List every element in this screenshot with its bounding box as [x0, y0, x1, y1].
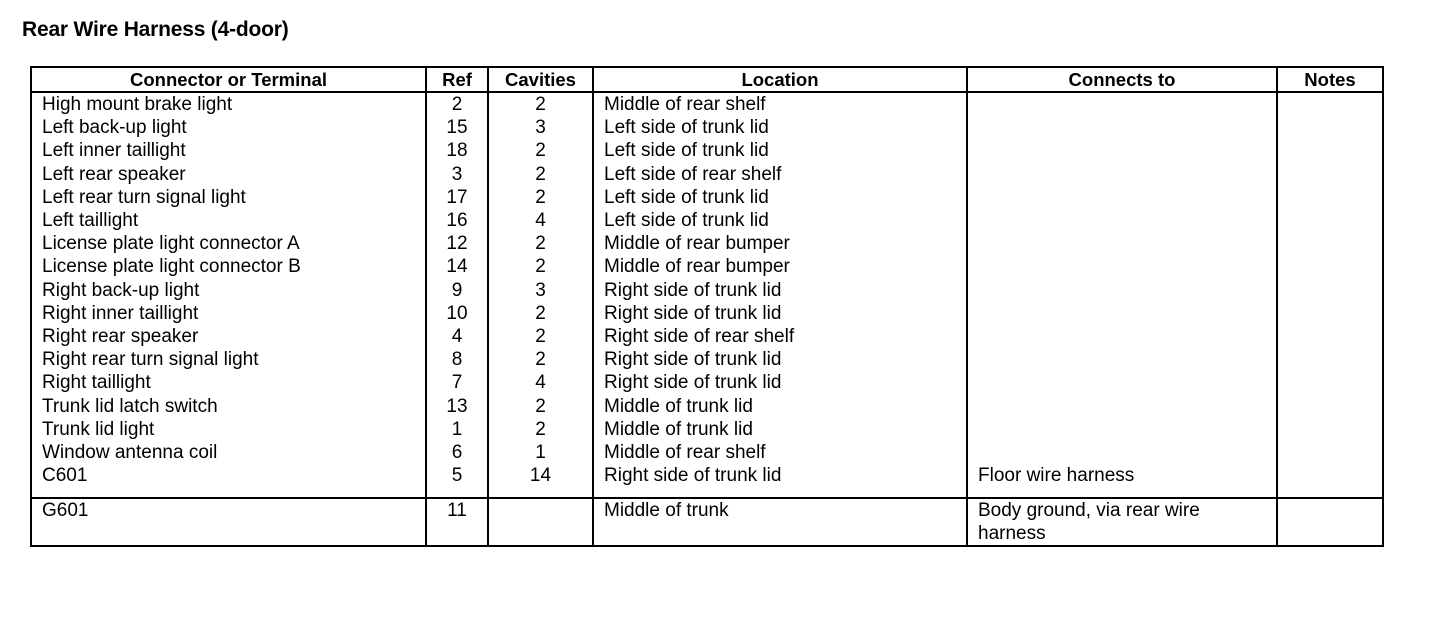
table-row	[31, 232, 1383, 255]
connects-to-cell	[967, 92, 1277, 116]
ref-cell: 10	[426, 302, 488, 325]
ref-cell: 1	[426, 418, 488, 441]
connector-cell: Right rear turn signal light	[42, 349, 259, 371]
page-title: Rear Wire Harness (4-door)	[22, 18, 289, 41]
connects-to-cell	[967, 209, 1277, 232]
cavities-cell: 2	[488, 348, 593, 371]
table-row	[31, 302, 1383, 325]
ref-cell: 12	[426, 232, 488, 255]
harness-table	[30, 66, 1384, 547]
connector-cell: Left taillight	[42, 210, 139, 232]
column-header-location: Location	[593, 67, 967, 92]
cavities-cell: 2	[488, 255, 593, 278]
table-row	[31, 418, 1383, 441]
column-header-notes: Notes	[1277, 67, 1383, 92]
table-row	[31, 186, 1383, 209]
ground-row	[31, 498, 1383, 546]
connects-to-cell: Body ground, via rear wire harness	[967, 498, 1277, 546]
table-row	[31, 116, 1383, 139]
ref-cell: 16	[426, 209, 488, 232]
table-row	[31, 464, 1383, 487]
cavities-cell: 2	[488, 418, 593, 441]
notes-cell	[1277, 498, 1383, 546]
location-cell: Right side of trunk lid	[593, 348, 967, 371]
cavities-cell: 2	[488, 232, 593, 255]
location-cell: Middle of trunk lid	[593, 395, 967, 418]
notes-cell	[1277, 139, 1383, 162]
column-header-connector: Connector or Terminal	[31, 67, 426, 92]
notes-cell	[1277, 348, 1383, 371]
spacer-row	[31, 487, 1383, 498]
location-cell: Middle of trunk lid	[593, 418, 967, 441]
connector-cell: Left rear turn signal light	[42, 186, 246, 208]
cavities-cell: 4	[488, 371, 593, 394]
notes-cell	[1277, 116, 1383, 139]
table-header	[31, 67, 1383, 92]
connects-to-cell	[967, 279, 1277, 302]
connector-cell: High mount brake light	[42, 94, 233, 115]
cavities-cell: 14	[488, 464, 593, 487]
connector-cell: Left inner taillight	[42, 140, 186, 162]
cavities-cell: 3	[488, 279, 593, 302]
connector-cell: License plate light connector A	[42, 233, 300, 255]
location-cell: Right side of trunk lid	[593, 279, 967, 302]
ref-cell: 15	[426, 116, 488, 139]
location-cell: Right side of rear shelf	[593, 325, 967, 348]
connector-cell: Trunk lid light	[42, 418, 155, 440]
connects-to-cell: Floor wire harness	[967, 464, 1277, 487]
connects-to-cell	[967, 186, 1277, 209]
ref-cell: 6	[426, 441, 488, 464]
notes-cell	[1277, 279, 1383, 302]
ref-cell: 14	[426, 255, 488, 278]
connects-to-cell	[967, 163, 1277, 186]
connector-cell: Right inner taillight	[42, 302, 199, 324]
notes-cell	[1277, 441, 1383, 464]
connector-cell: Right back-up light	[42, 279, 200, 301]
connects-to-cell	[967, 418, 1277, 441]
cavities-cell: 3	[488, 116, 593, 139]
column-header-cavities: Cavities	[488, 67, 593, 92]
connector-cell: Right rear speaker	[42, 326, 199, 348]
notes-cell	[1277, 302, 1383, 325]
notes-cell	[1277, 325, 1383, 348]
notes-cell	[1277, 163, 1383, 186]
notes-cell	[1277, 464, 1383, 487]
connects-to-cell	[967, 232, 1277, 255]
connector-cell: Window antenna coil	[42, 442, 218, 464]
location-cell: Middle of rear shelf	[593, 92, 967, 116]
connects-to-cell	[967, 139, 1277, 162]
cavities-cell: 2	[488, 325, 593, 348]
connector-cell: Left back-up light	[42, 117, 187, 139]
cavities-cell: 2	[488, 139, 593, 162]
location-cell: Left side of rear shelf	[593, 163, 967, 186]
spacer-cell	[967, 487, 1277, 498]
connector-cell: Left rear speaker	[42, 163, 186, 185]
cavities-cell	[488, 498, 593, 546]
ref-cell: 2	[426, 92, 488, 116]
table-row	[31, 92, 1383, 116]
table-row	[31, 163, 1383, 186]
connects-to-cell	[967, 348, 1277, 371]
spacer-cell	[1277, 487, 1383, 498]
location-cell: Left side of trunk lid	[593, 139, 967, 162]
cavities-cell: 1	[488, 441, 593, 464]
connector-cell: Trunk lid latch switch	[42, 395, 218, 417]
notes-cell	[1277, 209, 1383, 232]
cavities-cell: 2	[488, 302, 593, 325]
connects-to-cell	[967, 441, 1277, 464]
cavities-cell: 2	[488, 186, 593, 209]
cavities-cell: 2	[488, 395, 593, 418]
ref-cell: 18	[426, 139, 488, 162]
location-cell: Middle of rear bumper	[593, 255, 967, 278]
connects-to-cell	[967, 255, 1277, 278]
connects-to-cell	[967, 371, 1277, 394]
table-body	[31, 92, 1383, 546]
notes-cell	[1277, 232, 1383, 255]
ref-cell: 13	[426, 395, 488, 418]
spacer-cell	[31, 487, 426, 498]
connects-to-cell	[967, 302, 1277, 325]
table-row	[31, 255, 1383, 278]
location-cell: Right side of trunk lid	[593, 464, 967, 487]
location-cell: Right side of trunk lid	[593, 371, 967, 394]
ref-cell: 7	[426, 371, 488, 394]
notes-cell	[1277, 186, 1383, 209]
header-row	[31, 67, 1383, 92]
connects-to-cell	[967, 325, 1277, 348]
table-row	[31, 395, 1383, 418]
location-cell: Middle of rear shelf	[593, 441, 967, 464]
notes-cell	[1277, 395, 1383, 418]
connector-cell: Right taillight	[42, 372, 151, 394]
column-header-connects-to: Connects to	[967, 67, 1277, 92]
column-header-ref: Ref	[426, 67, 488, 92]
ref-cell: 8	[426, 348, 488, 371]
location-cell: Right side of trunk lid	[593, 302, 967, 325]
notes-cell	[1277, 92, 1383, 116]
connector-cell: G601	[31, 498, 426, 546]
connector-cell: License plate light connector B	[42, 256, 301, 278]
connector-cell: C601	[42, 465, 88, 487]
connects-to-cell	[967, 116, 1277, 139]
table-row	[31, 279, 1383, 302]
table-row	[31, 325, 1383, 348]
spacer-cell	[488, 487, 593, 498]
location-cell: Left side of trunk lid	[593, 116, 967, 139]
table-row	[31, 441, 1383, 464]
location-cell: Left side of trunk lid	[593, 209, 967, 232]
notes-cell	[1277, 418, 1383, 441]
connects-to-cell	[967, 395, 1277, 418]
location-cell: Left side of trunk lid	[593, 186, 967, 209]
notes-cell	[1277, 255, 1383, 278]
ref-cell: 3	[426, 163, 488, 186]
table-row	[31, 348, 1383, 371]
ref-cell: 5	[426, 464, 488, 487]
table-row	[31, 139, 1383, 162]
cavities-cell: 4	[488, 209, 593, 232]
ref-cell: 4	[426, 325, 488, 348]
ref-cell: 17	[426, 186, 488, 209]
table-row	[31, 371, 1383, 394]
location-cell: Middle of rear bumper	[593, 232, 967, 255]
ref-cell: 11	[426, 498, 488, 546]
notes-cell	[1277, 371, 1383, 394]
spacer-cell	[426, 487, 488, 498]
cavities-cell: 2	[488, 92, 593, 116]
spacer-cell	[593, 487, 967, 498]
ref-cell: 9	[426, 279, 488, 302]
table-row	[31, 209, 1383, 232]
location-cell: Middle of trunk	[593, 498, 967, 546]
cavities-cell: 2	[488, 163, 593, 186]
